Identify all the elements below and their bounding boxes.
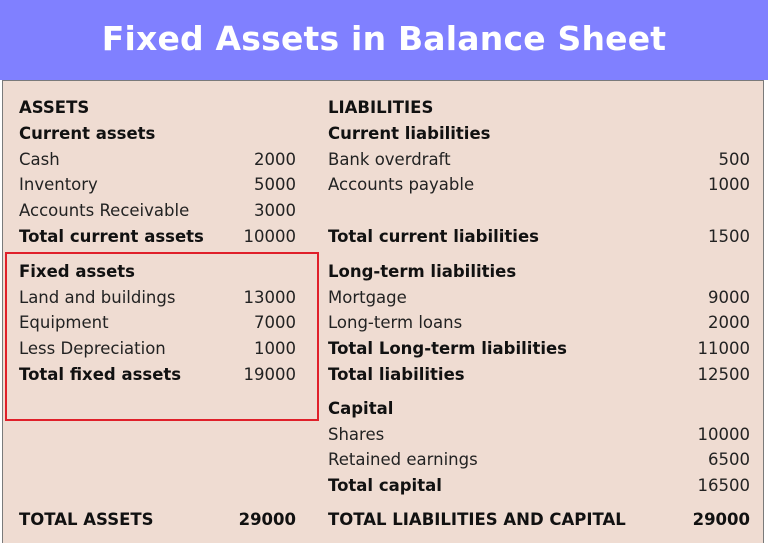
total-capital-value: 16500 (697, 476, 750, 495)
asset-value-accounts-receivable: 3000 (254, 201, 296, 220)
liability-label-bank-overdraft: Bank overdraft (328, 150, 451, 169)
asset-label-inventory: Inventory (19, 175, 98, 194)
asset-value-cash: 2000 (254, 150, 296, 169)
total-assets-label: TOTAL ASSETS (19, 510, 154, 529)
capital-heading: Capital (328, 399, 394, 418)
total-liabilities-capital-value: 29000 (692, 510, 750, 529)
total-assets-value: 29000 (238, 510, 296, 529)
asset-value-inventory: 5000 (254, 175, 296, 194)
total-fixed-assets-value: 19000 (243, 365, 296, 384)
total-long-term-liabilities-label: Total Long-term liabilities (328, 339, 568, 358)
liability-value-long-term-loans: 2000 (708, 313, 750, 332)
asset-value-equipment: 7000 (254, 313, 296, 332)
asset-label-equipment: Equipment (19, 313, 109, 332)
total-current-assets-value: 10000 (243, 227, 296, 246)
capital-value-shares: 10000 (697, 425, 750, 444)
page-header (0, 0, 768, 80)
page-title: Fixed Assets in Balance Sheet (101, 18, 667, 58)
total-fixed-assets-label: Total fixed assets (19, 365, 182, 384)
assets-heading: ASSETS (19, 98, 90, 117)
liability-label-long-term-loans: Long-term loans (328, 313, 463, 332)
long-term-liabilities-heading: Long-term liabilities (328, 262, 517, 281)
current-liabilities-heading: Current liabilities (328, 124, 491, 143)
asset-label-cash: Cash (19, 150, 60, 169)
total-liabilities-label: Total liabilities (328, 365, 465, 384)
total-liabilities-capital-label: TOTAL LIABILITIES AND CAPITAL (328, 510, 626, 529)
current-assets-heading: Current assets (19, 124, 156, 143)
asset-label-depreciation: Less Depreciation (19, 339, 166, 358)
total-long-term-liabilities-value: 11000 (697, 339, 750, 358)
liability-value-bank-overdraft: 500 (718, 150, 750, 169)
liability-value-mortgage: 9000 (708, 288, 750, 307)
liabilities-heading: LIABILITIES (328, 98, 434, 117)
liability-label-accounts-payable: Accounts payable (328, 175, 475, 194)
total-current-liabilities-label: Total current liabilities (328, 227, 539, 246)
liability-label-mortgage: Mortgage (328, 288, 407, 307)
capital-value-retained-earnings: 6500 (708, 450, 750, 469)
total-current-assets-label: Total current assets (19, 227, 204, 246)
asset-value-depreciation: 1000 (254, 339, 296, 358)
total-capital-label: Total capital (328, 476, 442, 495)
capital-label-retained-earnings: Retained earnings (328, 450, 478, 469)
fixed-assets-highlight (5, 252, 319, 421)
capital-label-shares: Shares (328, 425, 385, 444)
liability-value-accounts-payable: 1000 (708, 175, 750, 194)
fixed-assets-heading: Fixed assets (19, 262, 135, 281)
asset-label-accounts-receivable: Accounts Receivable (19, 201, 190, 220)
asset-label-land-buildings: Land and buildings (19, 288, 176, 307)
asset-value-land-buildings: 13000 (243, 288, 296, 307)
total-current-liabilities-value: 1500 (708, 227, 750, 246)
total-liabilities-value: 12500 (697, 365, 750, 384)
